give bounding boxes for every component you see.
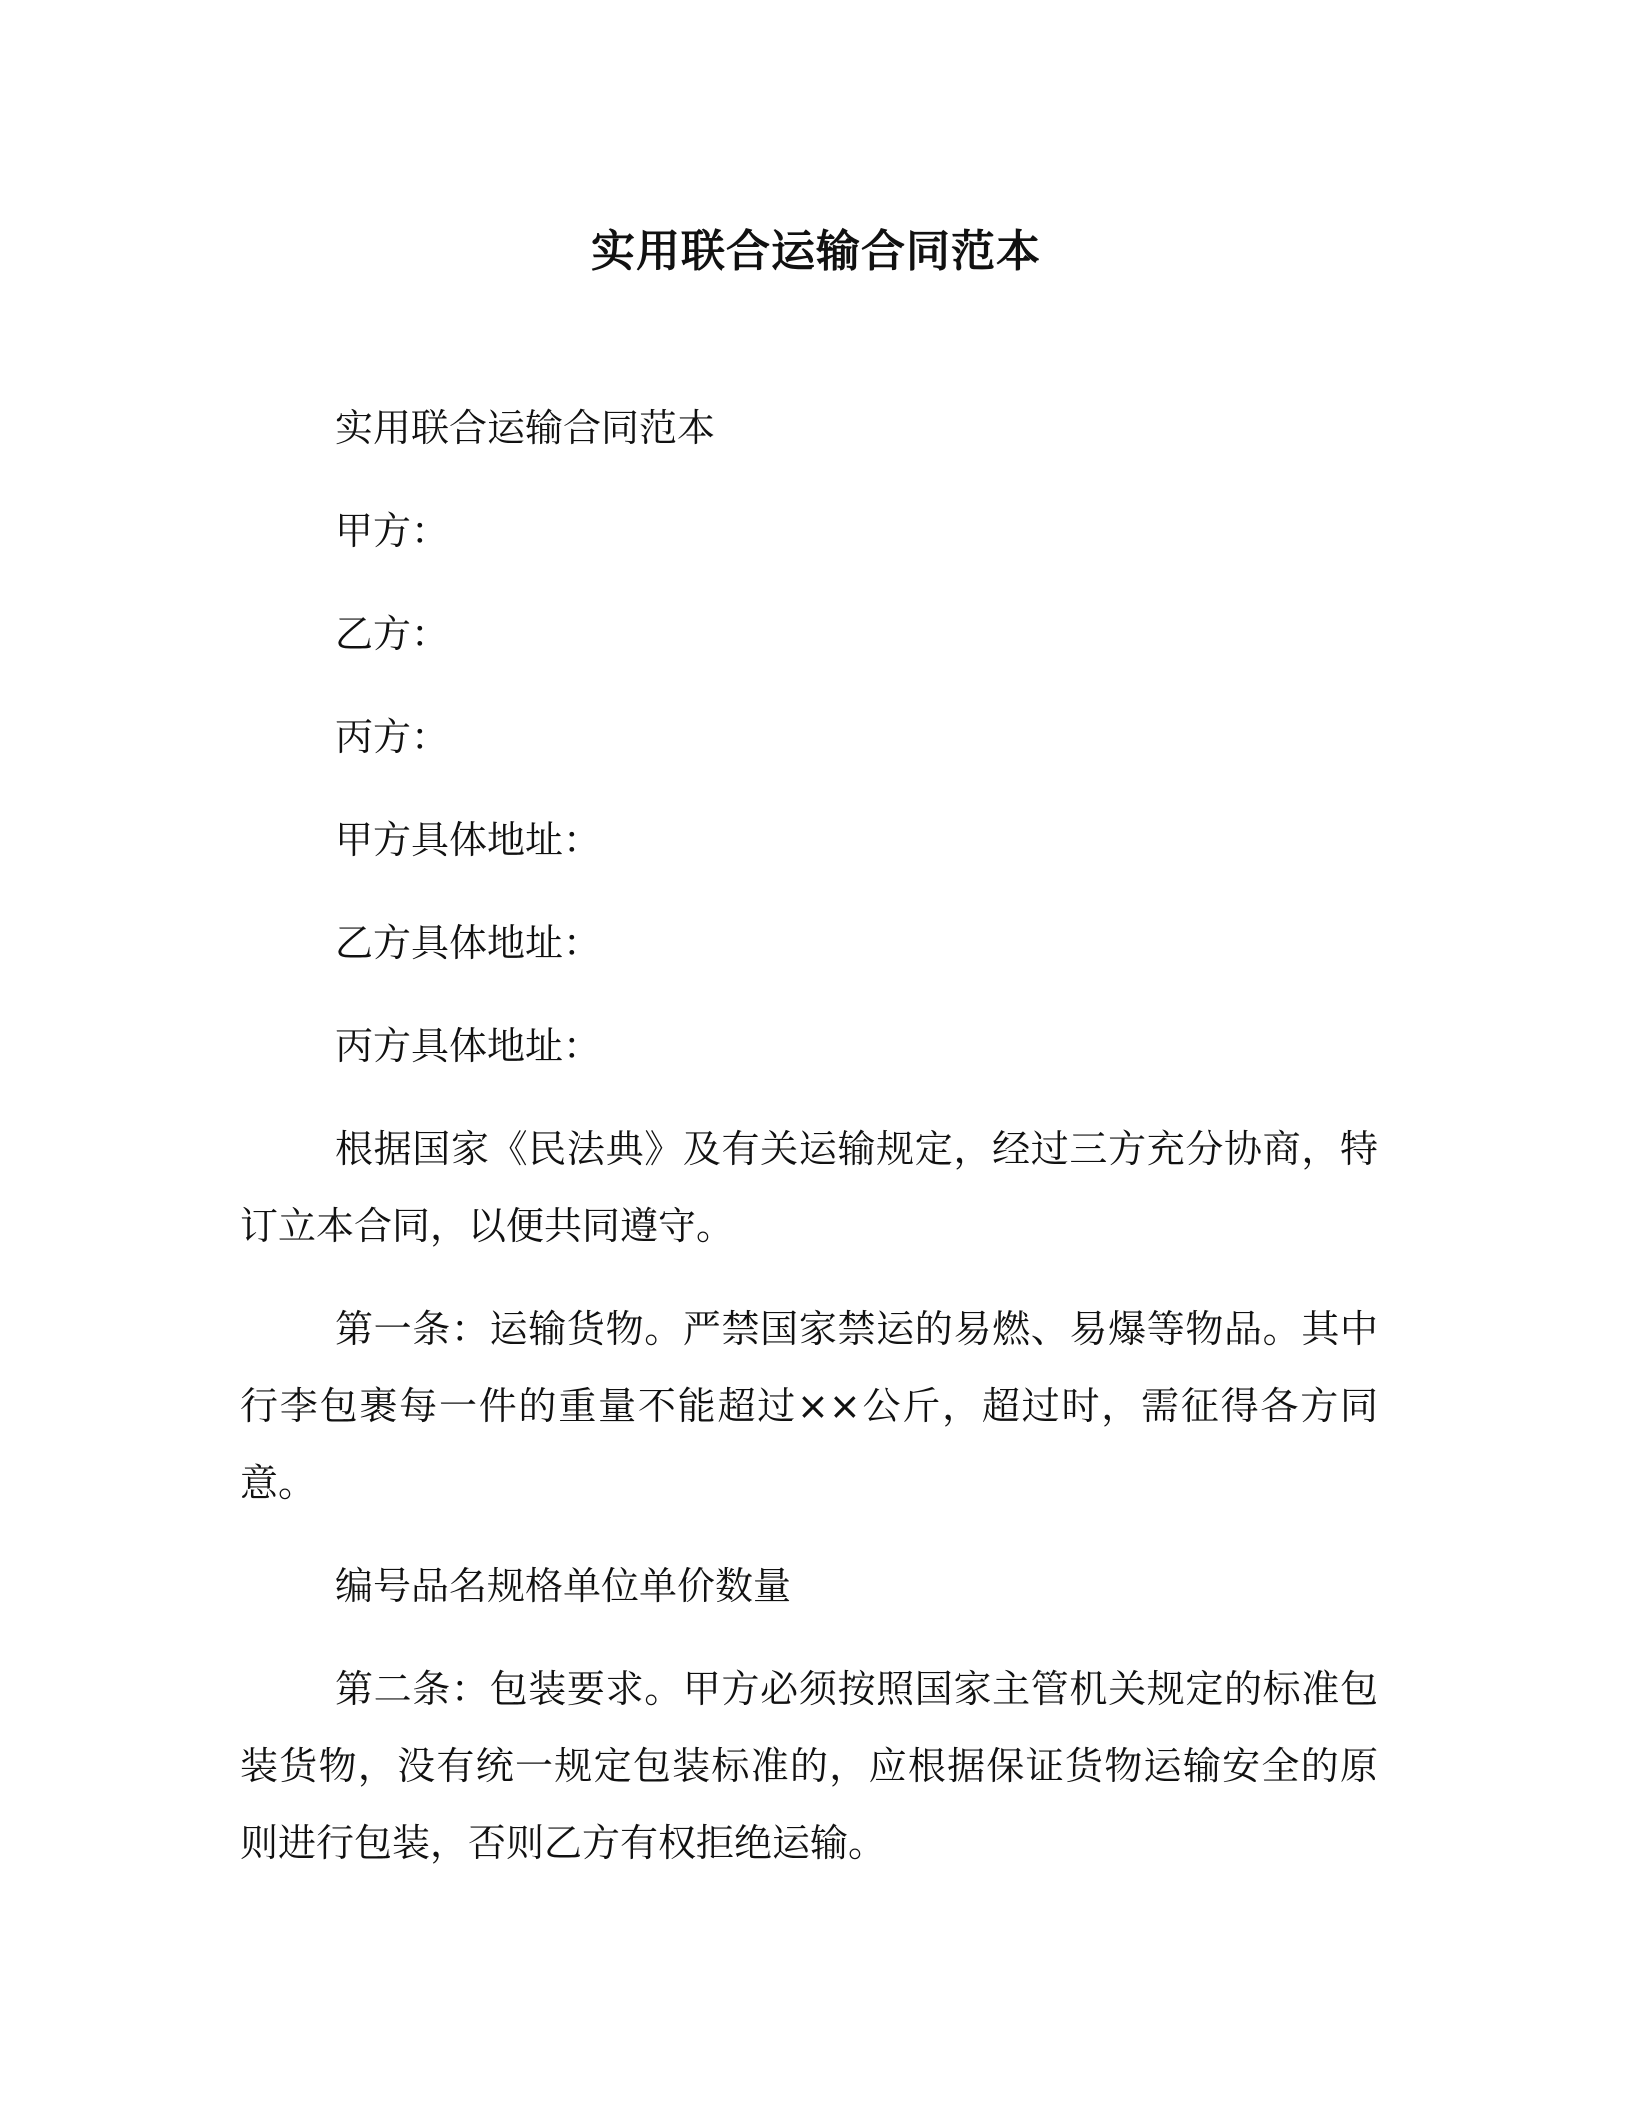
paragraph-article-1: 第一条：运输货物。严禁国家禁运的易燃、易爆等物品。其中行李包裹每一件的重量不能超过××公斤，超过时，需征得各方同意。 <box>240 1307 1378 1505</box>
paragraph-preamble: 根据国家《民法典》及有关运输规定，经过三方充分协商，特订立本合同，以便共同遵守。 <box>240 1127 1378 1248</box>
paragraph-party-a: 甲方： <box>335 509 450 553</box>
document-body <box>240 390 1378 1908</box>
paragraph-party-a-address: 甲方具体地址： <box>335 818 602 862</box>
paragraph-goods-table-header: 编号品名规格单位单价数量 <box>335 1564 792 1608</box>
paragraph-party-c-address: 丙方具体地址： <box>335 1024 602 1068</box>
paragraph-party-c: 丙方： <box>335 715 450 759</box>
document-title: 实用联合运输合同范本 <box>591 226 1041 277</box>
paragraph-article-2: 第二条：包装要求。甲方必须按照国家主管机关规定的标准包装货物，没有统一规定包装标准的，应根据保证货物运输安全的原则进行包装，否则乙方有权拒绝运输。 <box>240 1667 1378 1865</box>
paragraph-party-b-address: 乙方具体地址： <box>335 921 602 965</box>
paragraph-party-b: 乙方： <box>335 612 450 656</box>
paragraph-subtitle: 实用联合运输合同范本 <box>335 406 716 450</box>
